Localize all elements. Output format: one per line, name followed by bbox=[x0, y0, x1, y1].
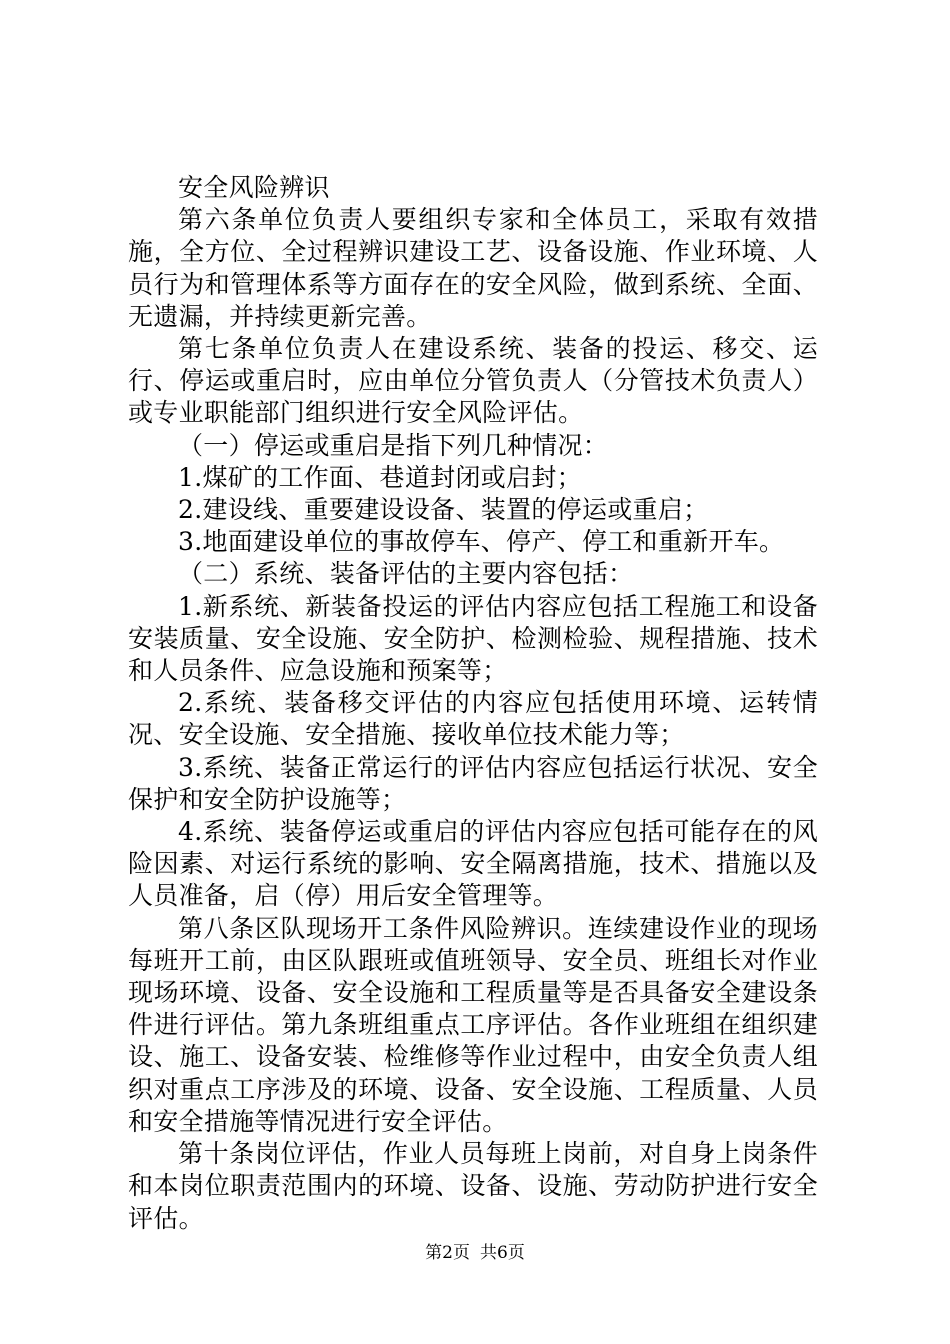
page-number: 第2页 bbox=[425, 1243, 470, 1263]
paragraph-article-8: 第八条区队现场开工条件风险辨识。连续建设作业的现场每班开工前，由区队跟班或值班领导、安全员、班组长对作业现场环境、设备、安全设施和工程质量等是否具备安全建设条件进行评估。第九条班组重点工序评估。各作业班组在组织建设、施工、设备安装、检维修等作业过程中，由安全负责人组织对重点工序涉及的环境、设备、安全设施、工程质量、人员和安全措施等情况进行安全评估。 bbox=[128, 913, 818, 1136]
list-item: 1.煤矿的工作面、巷道封闭或启封； bbox=[178, 462, 582, 492]
list-item: 2.系统、装备移交评估的内容应包括使用环境、运转情况、安全设施、安全措施、接收单位技术能力等； bbox=[128, 688, 818, 750]
list-item: 3.地面建设单位的事故停车、停产、停工和重新开车。 bbox=[178, 527, 785, 557]
paragraph-subsection-2: （二）系统、装备评估的主要内容包括： bbox=[178, 559, 634, 589]
list-item: 3.系统、装备正常运行的评估内容应包括运行状况、安全保护和安全防护设施等； bbox=[128, 752, 818, 814]
paragraph-article-6: 第六条单位负责人要组织专家和全体员工，采取有效措施，全方位、全过程辨识建设工艺、设备设施、作业环境、人员行为和管理体系等方面存在的安全风险，做到系统、全面、无遗漏，并持续更新完善。 bbox=[128, 205, 818, 331]
document-body bbox=[128, 172, 818, 1235]
section-heading: 安全风险辨识 bbox=[178, 173, 330, 202]
paragraph-article-7: 第七条单位负责人在建设系统、装备的投运、移交、运行、停运或重启时，应由单位分管负责人（分管技术负责人）或专业职能部门组织进行安全风险评估。 bbox=[128, 334, 818, 428]
page-footer bbox=[0, 1242, 950, 1264]
paragraph-subsection-1: （一）停运或重启是指下列几种情况： bbox=[178, 430, 609, 460]
paragraph-article-10: 第十条岗位评估，作业人员每班上岗前，对自身上岗条件和本岗位职责范围内的环境、设备、设施、劳动防护进行安全评估。 bbox=[128, 1139, 818, 1233]
list-item: 2.建设线、重要建设设备、装置的停运或重启； bbox=[178, 495, 709, 525]
page-total: 共6页 bbox=[480, 1243, 525, 1263]
list-item: 4.系统、装备停运或重启的评估内容应包括可能存在的风险因素、对运行系统的影响、安全隔离措施，技术、措施以及人员准备，启（停）用后安全管理等。 bbox=[128, 817, 818, 911]
list-item: 1.新系统、新装备投运的评估内容应包括工程施工和设备安装质量、安全设施、安全防护、检测检验、规程措施、技术和人员条件、应急设施和预案等； bbox=[128, 591, 818, 686]
